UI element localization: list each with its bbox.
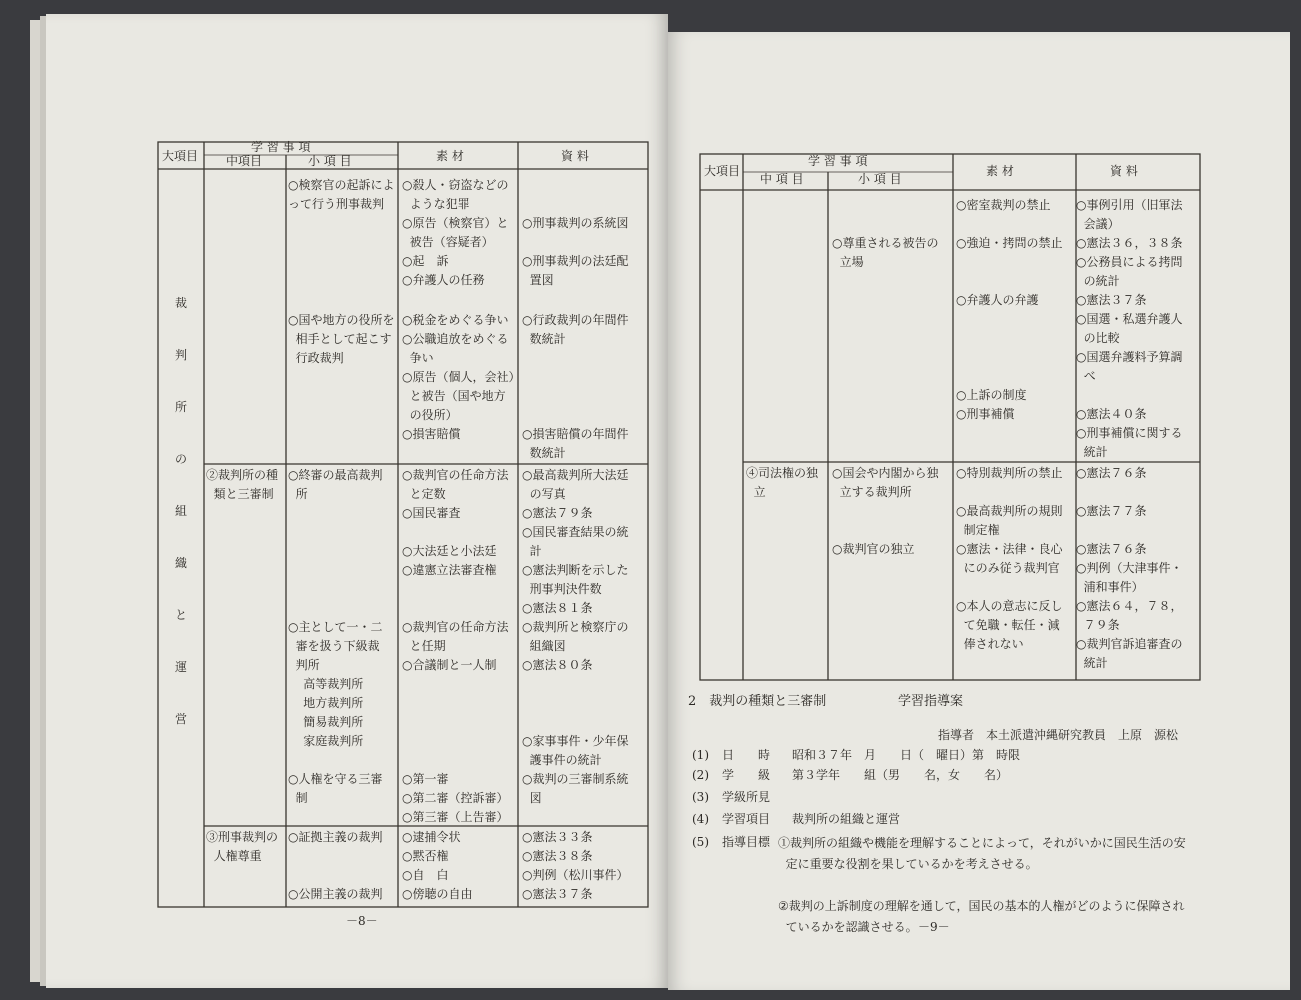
header-chu: 中 項 目 — [760, 172, 804, 186]
instructor: 指導者 本土派遣沖縄研究教員 上原 源松 — [938, 728, 1179, 742]
table-cell: ○国会や内閣から独 立する裁判所 ○裁判官の独立 — [832, 466, 939, 556]
table-cell: ○裁判官の任命方法 と任期 ○合議制と一人制 — [402, 620, 509, 672]
table-cell: ○事例引用（旧軍法 会議） ○憲法３６，３８条 ○公務員による拷問 の統計 ○憲法３７条 ○国選・私選弁護人 の比較 ○国選弁護料予算調 べ ○憲法４０条 ○刑事補償に関する 統計 — [1076, 198, 1183, 459]
table-cell: ○憲法３３条 ○憲法３８条 ○判例（松川事件） ○憲法３７条 — [522, 830, 629, 901]
page-number: －9－ — [918, 920, 950, 934]
header-sho: 小 項 目 — [858, 172, 902, 186]
plan-title: 学習指導案 — [898, 694, 964, 709]
header-daikomoku: 大項目 — [162, 149, 199, 163]
header-shiryo: 資 料 — [1110, 164, 1138, 178]
header-daikomoku: 大項目 — [704, 164, 741, 178]
table-cell: ○国や地方の役所を 相手として起こす 行政裁判 — [288, 313, 395, 365]
table-cell: ○人権を守る三審 制 — [288, 772, 383, 805]
table-cell: ○税金をめぐる争い ○公職追放をめぐる 争い ○原告（個人，会社） と被告（国や地方 の役所） ○損害賠償 — [402, 313, 521, 441]
left-page: 大項目 学 習 事 項 中項目 小 項 目 素 材 資 料 裁 判 所 の 組 織 と 運 営 ○検察官の起訴によ って行う刑事裁判 ○殺人・窃盗などの ような犯罪 ○原告（検察官）と 被告（容疑者） ○起 訴 ○弁護人の任務 ○刑事裁判の系統図 ○刑事裁判の法廷配 置図 ○国や地方の役所を 相手として起こす 行政裁判 ○税金をめぐる争い ○公職追放をめぐる 争い ○原告（個人，会社） と被告（国や地方 の役所） ○損害賠償 ○行政裁判の年間件 数統計 ○損害賠償の年間件 数統計 ②裁判所の種 類と三審制 ○終審の最高裁判 所 ○裁判官の任命方法 と定数 ○国民審査 ○大法廷と小法廷 ○違憲立法審査権 ○最高裁判所大法廷 の写真 ○憲法７９条 ○国民審査結果の統 計 ○憲法判断を示した 刑事判決件数 ○憲法８１条 ○主として一・二 審を扱う下級裁 判所 高等裁判所 地方裁判所 簡易裁判所 家庭裁判所 ○裁判官の任命方法 と任期 ○合議制と一人制 ○裁判所と検察庁の 組織図 ○憲法８０条 ○家事事件・少年保 護事件の統計 ○人権を守る三審 制 ○第一審 ○第二審（控訴審） ○第三審（上告審） ○裁判の三審制系統 図 ③刑事裁判の 人権尊重 ○証拠主義の裁判 ○公開主義の裁判 ○逮捕令状 ○黙否権 ○自 白 ○傍聴の自由 ○憲法３３条 ○憲法３８条 ○判例（松川事件） ○憲法３７条 －8－ — [46, 14, 668, 988]
table-cell: ○裁判官の任命方法 と定数 ○国民審査 ○大法廷と小法廷 ○違憲立法審査権 — [402, 468, 509, 577]
table-cell: ○最高裁判所大法廷 の写真 ○憲法７９条 ○国民審査結果の統 計 ○憲法判断を示した 刑事判決件数 ○憲法８１条 — [522, 468, 629, 615]
header-sozai: 素 材 — [436, 149, 464, 163]
table-cell: ○密室裁判の禁止 ○強迫・拷問の禁止 ○弁護人の弁護 ○上訴の制度 ○刑事補償 — [956, 198, 1063, 421]
header-shiryo: 資 料 — [561, 149, 589, 163]
table-cell: ○第一審 ○第二審（控訴審） ○第三審（上告審） — [402, 772, 509, 824]
table-cell: ○検察官の起訴によ って行う刑事裁判 — [288, 178, 395, 211]
table-cell: ○憲法７６条 ○憲法７７条 ○憲法７６条 ○判例（大津事件・ 浦和事件） ○憲法６４，７８， ７９条 ○裁判官訴追審査の 統計 — [1076, 466, 1183, 670]
table-cell: ○終審の最高裁判 所 — [288, 468, 383, 501]
table-cell: ④司法権の独 立 — [746, 466, 819, 499]
header-chu: 中項目 — [226, 154, 263, 168]
header-gakushu: 学 習 事 項 — [251, 140, 311, 154]
page-number: －8－ — [346, 914, 378, 928]
header-sozai: 素 材 — [986, 164, 1014, 178]
table-cell: ○特別裁判所の禁止 ○最高裁判所の規則 制定権 ○憲法・法律・良心 にのみ従う裁判官 ○本人の意志に反し て免職・転任・減 俸されない — [956, 466, 1063, 651]
table-cell: ○殺人・窃盗などの ような犯罪 ○原告（検察官）と 被告（容疑者） ○起 訴 ○弁護人の任務 — [402, 178, 509, 287]
table-cell: ②裁判所の種 類と三審制 — [206, 468, 279, 501]
header-sho: 小 項 目 — [308, 154, 352, 168]
table-cell: ○主として一・二 審を扱う下級裁 判所 高等裁判所 地方裁判所 簡易裁判所 家庭裁判所 — [288, 620, 383, 748]
table-cell: ○裁判所と検察庁の 組織図 ○憲法８０条 ○家事事件・少年保 護事件の統計 — [522, 620, 629, 767]
table-cell: ○行政裁判の年間件 数統計 ○損害賠償の年間件 数統計 — [522, 313, 629, 460]
right-page: 大項目 学 習 事 項 中 項 目 小 項 目 素 材 資 料 ○尊重される被告の 立場 ○密室裁判の禁止 ○強迫・拷問の禁止 ○弁護人の弁護 ○上訴の制度 ○刑事補償 ○事例引用（旧軍法 会議） ○憲法３６，３８条 ○公務員による拷問 の統計 ○憲法３７条 ○国選・私選弁護人 の比較 ○国選弁護料予算調 べ ○憲法４０条 ○刑事補償に関する 統計 ④司法権の独 立 ○国会や内閣から独 立する裁判所 ○裁判官の独立 ○特別裁判所の禁止 ○最高裁判所の規則 制定権 ○憲法・法律・良心 にのみ従う裁判官 ○本人の意志に反し て免職・転任・減 俸されない ○憲法７６条 ○憲法７７条 ○憲法７６条 ○判例（大津事件・ 浦和事件） ○憲法６４，７８， ７９条 ○裁判官訴追審査の 統計 2 裁判の種類と三審制 学習指導案 指導者 本土派遣沖縄研究教員 上原 源松 (1) 日 時 昭和３７年 月 日（ 曜日）第 時限 (2) 学 級 第３学年 組（男 名，女 名） (3) 学級所見 (4) 学習項目 裁判所の組織と運営 (5) 指導目標 ①裁判所の組織や機能を理解することによって，それがいかに国民生活の安 定に重要な役割を果しているかを考えさせる。 ②裁判の上訴制度の理解を通して，国民の基本的人権がどのように保障され ているかを認識させる。 －9－ — [668, 32, 1290, 990]
table-cell: ○証拠主義の裁判 ○公開主義の裁判 — [288, 830, 383, 901]
header-gakushu: 学 習 事 項 — [808, 154, 868, 168]
table-cell: ③刑事裁判の 人権尊重 — [206, 830, 279, 863]
table-cell: ○裁判の三審制系統 図 — [522, 772, 629, 805]
table-cell: ○刑事裁判の系統図 ○刑事裁判の法廷配 置図 — [522, 216, 629, 287]
section-title: 2 裁判の種類と三審制 — [688, 694, 827, 709]
table-cell: ○逮捕令状 ○黙否権 ○自 白 ○傍聴の自由 — [402, 830, 473, 901]
table-cell: ○尊重される被告の 立場 — [832, 236, 939, 269]
